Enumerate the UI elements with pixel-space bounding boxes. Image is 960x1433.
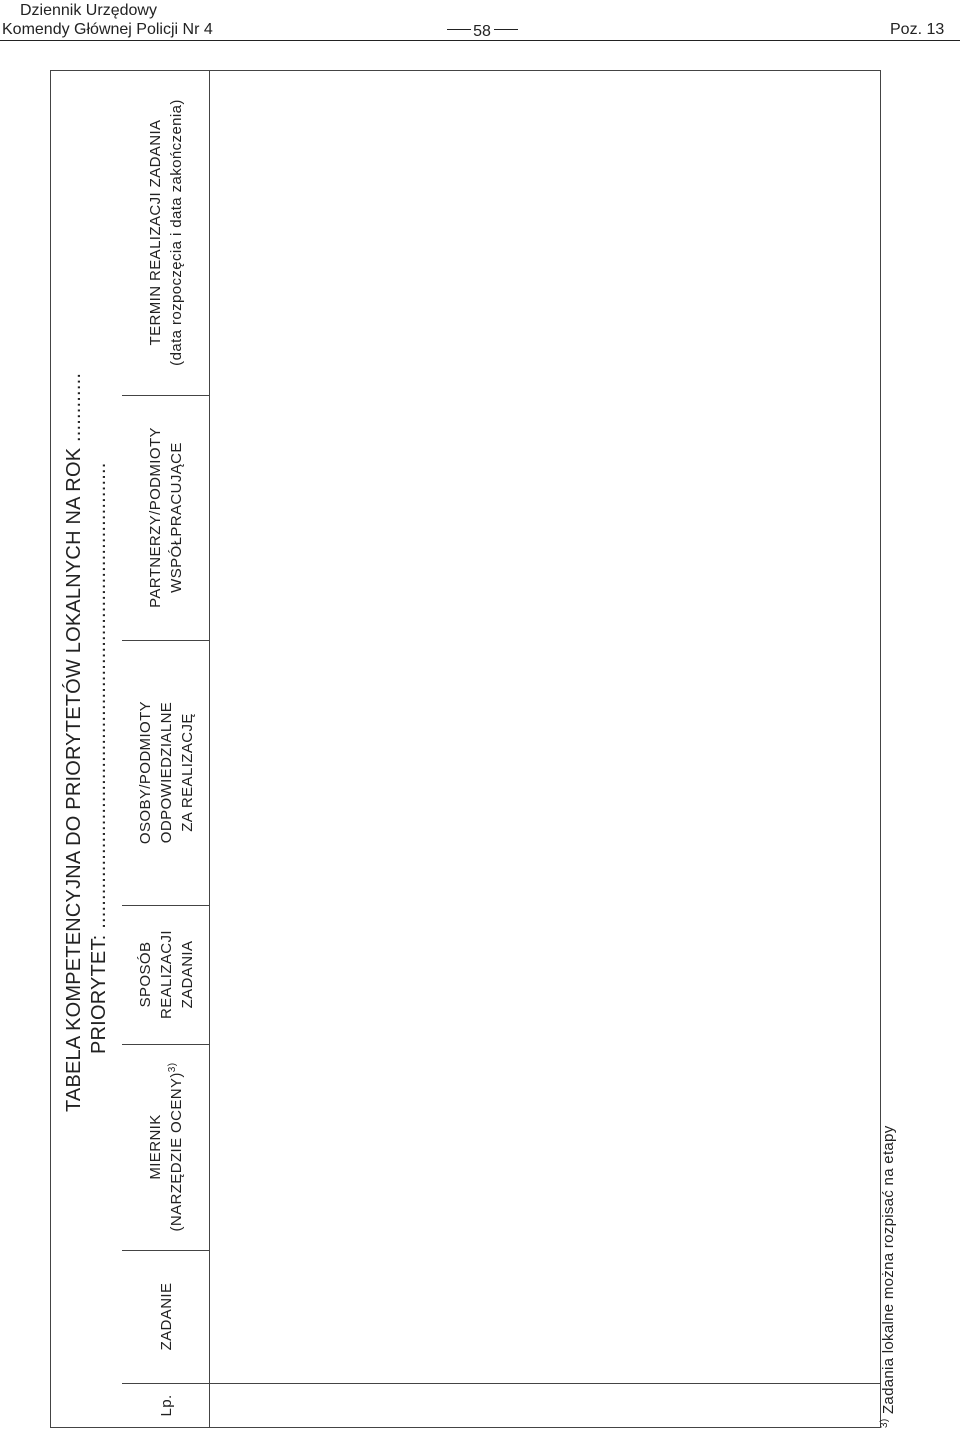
col-header-termin-line1: TERMIN REALIZACJI ZADANIA	[147, 119, 164, 346]
col-header-zadanie	[122, 1250, 210, 1383]
page-number: 58	[473, 23, 491, 40]
col-header-sposob-line3: ZADANIA	[178, 940, 196, 1009]
col-header-zadanie-text: ZADANIE	[157, 1282, 175, 1351]
col-header-osoby-line3: ZA REALIZACJĘ	[178, 713, 196, 832]
priority-line: PRIORYTET: .................................................................................	[88, 462, 110, 1054]
footnote-text: Zadania lokalne można rozpisać na etapy	[880, 1125, 897, 1415]
footnote	[881, 1125, 896, 1428]
col-header-sposob-line2: REALIZACJI	[157, 929, 175, 1020]
col-header-termin	[122, 70, 210, 395]
col-header-osoby-line2: ODPOWIEDZIALNE	[157, 701, 175, 844]
journal-issue: Komendy Głównej Policji Nr 4	[2, 21, 213, 38]
journal-name: Dziennik Urzędowy	[20, 2, 157, 19]
table-title: TABELA KOMPETENCYJNA DO PRIORYTETÓW LOKALNYCH NA ROK ............	[63, 372, 85, 1112]
col-header-osoby-line1: OSOBY/PODMIOTY	[136, 700, 154, 845]
col-header-termin-line2: (data rozpoczęcia i data zakończenia)	[168, 99, 185, 366]
page-number-dash-left	[447, 29, 471, 30]
col-header-miernik	[122, 1044, 210, 1250]
col-sep-lp	[122, 1383, 880, 1384]
col-header-partnerzy	[122, 395, 210, 640]
col-header-sposob-line1: SPOSÓB	[136, 941, 154, 1008]
position-label: Poz. 13	[890, 21, 945, 38]
footnote-marker: 3)	[879, 1418, 890, 1428]
col-header-sposob	[122, 905, 210, 1044]
footnote-ref-marker: 3)	[167, 1062, 178, 1073]
col-header-miernik-line1: MIERNIK	[147, 1114, 164, 1180]
col-header-lp-text: Lp.	[157, 1394, 175, 1417]
col-header-partnerzy-line1: PARTNERZY/PODMIOTY	[147, 427, 164, 608]
col-header-lp	[122, 1383, 210, 1428]
col-header-miernik-line2: (NARZĘDZIE OCENY)	[168, 1072, 185, 1232]
col-header-partnerzy-line2: WSPÓŁPRACUJĄCE	[168, 442, 185, 593]
col-header-osoby	[122, 640, 210, 905]
header-rule	[0, 40, 960, 41]
page-number-dash-right	[494, 29, 518, 30]
col-header-miernik-line2-wrap	[166, 1063, 187, 1232]
